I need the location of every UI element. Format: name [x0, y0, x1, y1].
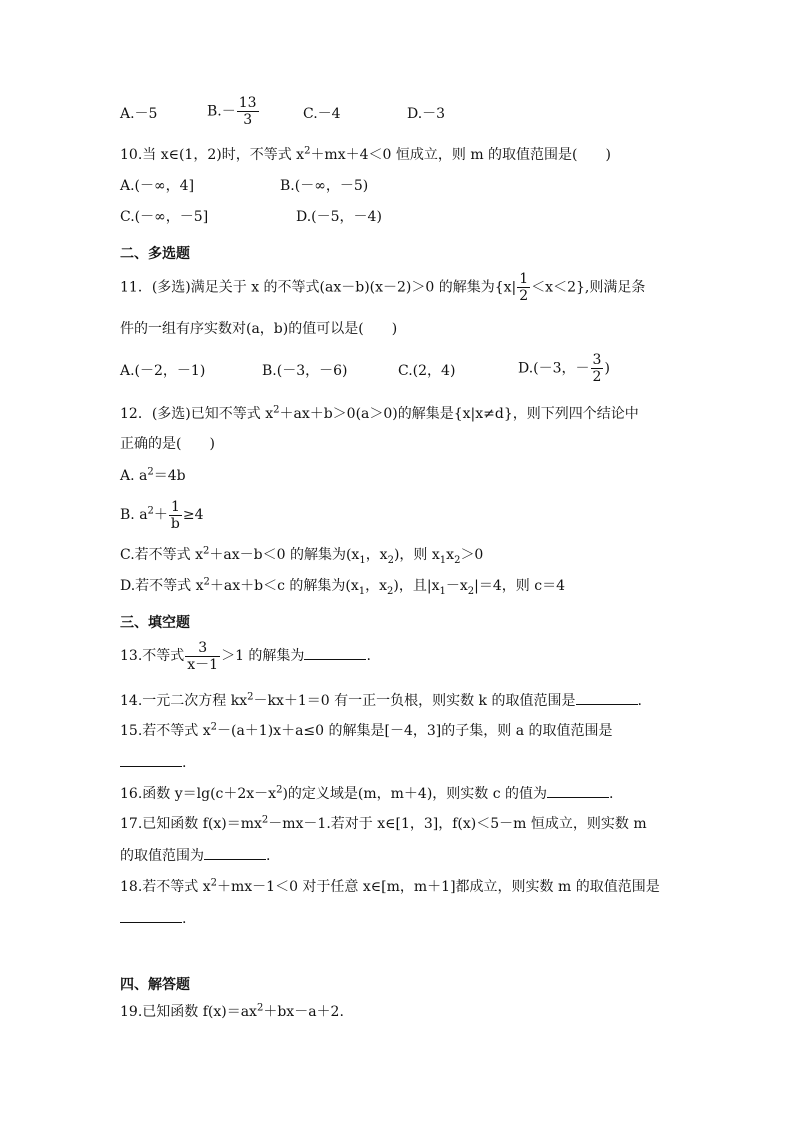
- superscript: 2: [203, 545, 210, 557]
- q12-option-d-part: D.若不等式 x: [120, 578, 204, 594]
- q14-stem: [120, 690, 642, 711]
- q17-end: .: [266, 848, 271, 864]
- q12-option-c-part: ＋ax－b＜0 的解集为(x: [209, 547, 360, 563]
- q17-stem-part: 的取值范围为: [120, 848, 204, 864]
- section-heading-fill-in: 三、填空题: [120, 615, 190, 631]
- q17-stem: [120, 814, 647, 834]
- q17-stem-part: 17.已知函数 f(x)＝mx: [120, 816, 262, 832]
- q12-stem: [120, 404, 639, 424]
- q18-answer-line: [120, 908, 186, 929]
- q12-option-b-part: ≥4: [182, 507, 204, 523]
- q12-option-d-part: |＝4，则 c＝4: [474, 578, 565, 594]
- fraction-numerator: 1: [169, 499, 182, 516]
- answer-blank: [547, 783, 609, 798]
- q11-option-a: A.(－2，－1): [120, 363, 206, 379]
- q12-option-b-fraction: [169, 499, 182, 532]
- q11-stem-part: ＜x＜2},则满足条: [531, 279, 646, 296]
- fraction-denominator: 2: [592, 369, 602, 385]
- subscript: 2: [454, 554, 461, 566]
- q12-option-d-part: ，x: [365, 578, 388, 594]
- q9-option-b: [207, 95, 260, 128]
- q12-option-b-part: B. a: [120, 507, 148, 523]
- superscript: 2: [276, 784, 283, 796]
- q19-stem-part: 19.已知函数 f(x)＝ax: [120, 1004, 257, 1020]
- q13-stem-part: ＞1 的解集为: [221, 648, 305, 664]
- q12-option-d-part: )，且|x: [393, 578, 440, 594]
- superscript: 2: [256, 1002, 264, 1014]
- q12-option-a: [120, 466, 186, 486]
- q13-end: .: [366, 648, 371, 664]
- fraction-numerator: 3: [592, 352, 602, 368]
- superscript: 2: [273, 404, 280, 416]
- answer-blank: [304, 645, 366, 660]
- q12-option-c-part: )，则 x: [393, 547, 440, 563]
- subscript: 2: [387, 554, 394, 566]
- q12-option-d: [120, 576, 565, 596]
- superscript: 2: [304, 145, 311, 157]
- q14-stem-part: －kx＋1＝0 有一正一负根，则实数 k 的取值范围是: [253, 693, 576, 709]
- q10-option-a: A.(－∞，4]: [120, 178, 195, 194]
- subscript: 1: [439, 585, 446, 597]
- q17-stem-part: －mx－1.若对于 x∈[1，3]，f(x)＜5－m 恒成立，则实数 m: [268, 816, 647, 832]
- q11-option-d: [518, 352, 610, 385]
- q19-stem-part: ＋bx－a＋2.: [263, 1004, 344, 1020]
- q9-option-b-fraction: [237, 95, 259, 128]
- q9-option-c: C.－4: [303, 106, 341, 122]
- superscript: 2: [247, 691, 254, 703]
- q11-option-d-label: D.(－3，－: [518, 360, 590, 377]
- subscript: 1: [359, 554, 366, 566]
- q18-stem: [120, 877, 660, 897]
- q15-stem-part: 15.若不等式 x: [120, 723, 211, 739]
- q15-end: .: [182, 755, 187, 771]
- q18-end: .: [182, 911, 187, 927]
- q19-stem: [120, 1002, 344, 1022]
- q10-stem-part: 10.当 x∈(1，2)时，不等式 x: [120, 147, 305, 163]
- superscript: 2: [147, 466, 154, 478]
- subscript: 2: [387, 585, 394, 597]
- q10-stem: [120, 145, 611, 165]
- q9-option-d: D.－3: [407, 106, 446, 122]
- q16-end: .: [609, 786, 614, 802]
- q12-option-a-part: A. a: [120, 468, 148, 484]
- answer-blank: [120, 752, 182, 767]
- q14-stem-part: 14.一元二次方程 kx: [120, 693, 248, 709]
- q12-option-c-part: C.若不等式 x: [120, 547, 204, 563]
- fraction-numerator: 13: [238, 95, 257, 111]
- q15-answer-line: [120, 752, 186, 773]
- q12-option-b-part: ＋: [153, 507, 168, 523]
- q12-option-c-part: x: [446, 547, 455, 563]
- q17-stem-continued: [120, 845, 270, 866]
- q12-stem-part: ＋ax＋b＞0(a＞0)的解集是{x|x≠d}，则下列四个结论中: [279, 406, 639, 422]
- fraction-denominator: b: [170, 515, 180, 532]
- subscript: 1: [358, 585, 366, 597]
- q12-stem-part: 12．(多选)已知不等式 x: [120, 406, 274, 422]
- q16-stem-part: )的定义域是(m，m＋4)，则实数 c 的值为: [282, 786, 548, 802]
- q11-option-d-suffix: ): [604, 360, 610, 377]
- superscript: 2: [210, 877, 217, 889]
- q9-option-a: A.－5: [120, 106, 158, 122]
- q13-stem: [120, 636, 371, 676]
- q13-fraction: [185, 640, 220, 673]
- section-heading-answer: 四、解答题: [120, 977, 190, 993]
- subscript: 1: [439, 554, 447, 566]
- superscript: 2: [147, 505, 154, 517]
- answer-blank: [576, 690, 638, 705]
- q11-option-c: C.(2，4): [398, 363, 456, 379]
- fraction-denominator: 3: [243, 112, 253, 128]
- q10-option-b: B.(－∞，－5): [280, 178, 369, 194]
- subscript: 2: [467, 585, 475, 597]
- fraction-numerator: 3: [185, 640, 220, 657]
- q16-stem-part: 16.函数 y＝lg(c＋2x－x: [120, 786, 277, 802]
- q13-stem-part: 13.不等式: [120, 648, 185, 664]
- superscript: 2: [210, 721, 217, 733]
- q16-stem: [120, 783, 614, 804]
- q14-end: .: [637, 693, 642, 709]
- q18-stem-part: ＋mx－1＜0 对于任意 x∈[m，m＋1]都成立，则实数 m 的取值范围是: [217, 879, 660, 895]
- q11-option-d-fraction: [591, 352, 604, 385]
- q12-option-c-part: ＞0: [460, 547, 484, 563]
- q11-stem-continued: 件的一组有序实数对(a，b)的值可以是( ): [120, 321, 398, 337]
- q10-option-c: C.(－∞，－5]: [120, 209, 209, 225]
- q18-stem-part: 18.若不等式 x: [120, 879, 211, 895]
- q15-stem-part: －(a＋1)x＋a≤0 的解集是[－4，3]的子集，则 a 的取值范围是: [217, 723, 613, 739]
- q12-option-c-part: ，x: [365, 547, 388, 563]
- q10-option-d: D.(－5，－4): [296, 209, 382, 225]
- fraction-denominator: x－1: [187, 656, 219, 673]
- q11-stem-part: 11．(多选)满足关于 x 的不等式(ax－b)(x－2)＞0 的解集为{x|: [120, 279, 517, 296]
- superscript: 2: [203, 576, 210, 588]
- q11-fraction: [517, 271, 530, 304]
- q15-stem: [120, 721, 613, 741]
- q10-stem-part: ＋mx＋4＜0 恒成立，则 m 的取值范围是( ): [310, 147, 611, 163]
- answer-blank: [120, 908, 182, 923]
- q12-option-d-part: ＋ax＋b＜c 的解集为(x: [209, 578, 359, 594]
- superscript: 2: [261, 814, 269, 826]
- q11-option-b: B.(－3，－6): [262, 363, 348, 379]
- q12-option-d-part: －x: [445, 578, 468, 594]
- q12-option-c: [120, 545, 483, 565]
- q11-stem: [120, 271, 645, 304]
- q12-stem-continued: 正确的是( ): [120, 436, 215, 452]
- q12-option-a-part: ＝4b: [153, 468, 186, 484]
- q12-option-b: [120, 497, 204, 533]
- fraction-numerator: 1: [519, 271, 529, 287]
- section-heading-multiple-choice: 二、多选题: [120, 246, 190, 262]
- answer-blank: [204, 845, 266, 860]
- q9-option-b-label: B.－: [207, 103, 236, 120]
- fraction-denominator: 2: [519, 288, 529, 304]
